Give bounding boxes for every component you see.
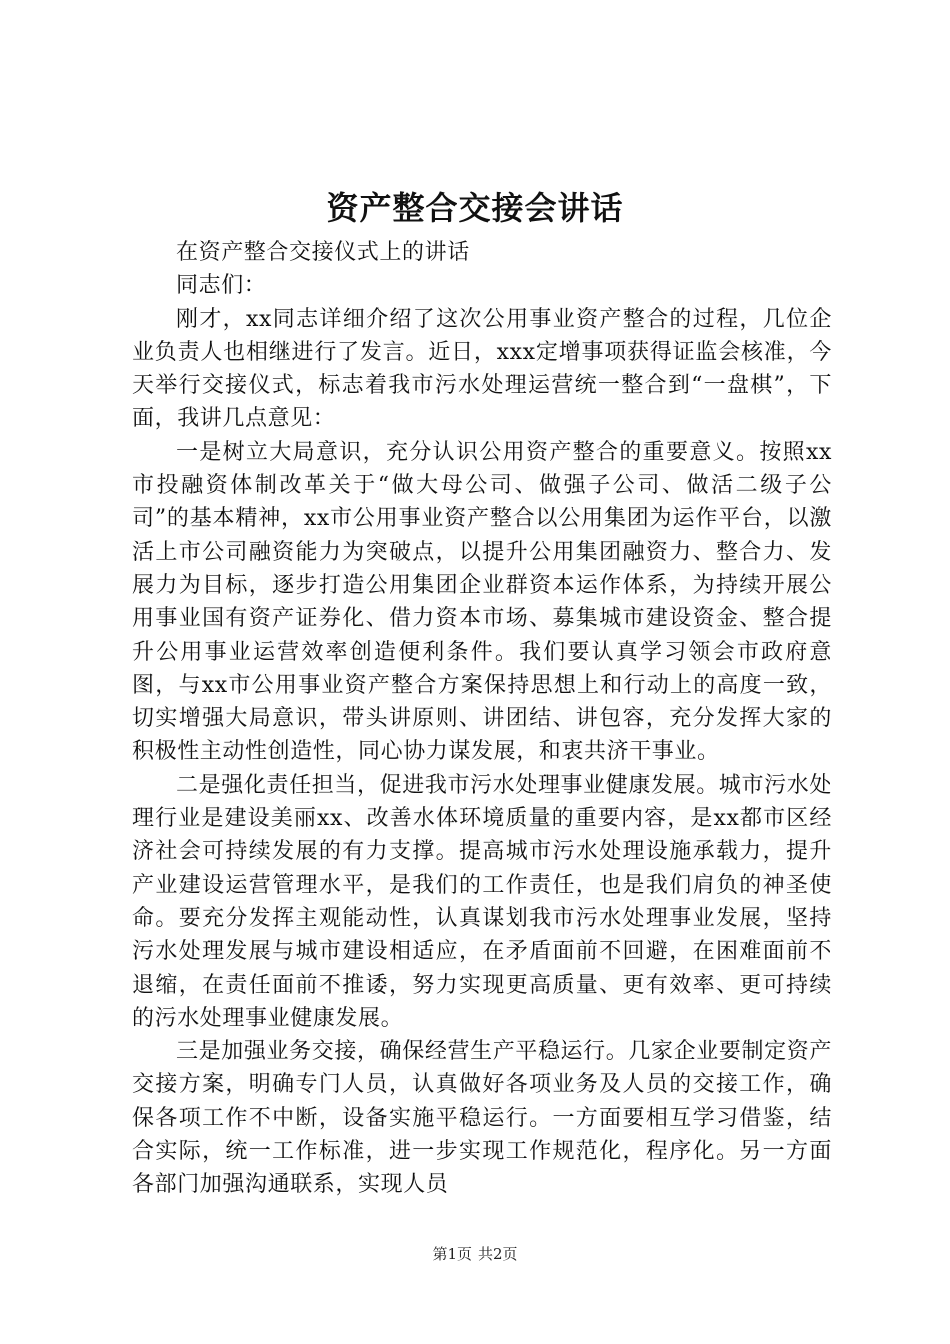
salutation: 同志们：: [176, 273, 267, 299]
document-body: [132, 236, 832, 1202]
page-footer: [0, 1244, 950, 1264]
paragraph-point-one: 一是树立大局意识，充分认识公用资产整合的重要意义。按照xx市投融资体制改革关于“做大母公司、做强子公司、做活二级子公司”的基本精神，xx市公用事业资产整合以公用集团为运作平台，以激活上市公司融资能力为突破点，以提升公用集团融资力、整合力、发展力为目标，逐步打造公用集团企业群资本运作体系，为持续开展公用事业国有资产证券化、借力资本市场、募集城市建设资金、整合提升公用事业运营效率创造便利条件。我们要认真学习领会市政府意图，与xx市公用事业资产整合方案保持思想上和行动上的高度一致，切实增强大局意识，带头讲原则、讲团结、讲包容，充分发挥大家的积极性主动性创造性，同心协力谋发展，和衷共济干事业。: [132, 439, 832, 765]
paragraph-intro: 刚才，xx同志详细介绍了这次公用事业资产整合的过程，几位企业负责人也相继进行了发言。近日，xxx定增事项获得证监会核准，今天举行交接仪式，标志着我市污水处理运营统一整合到“一盘棋”，下面，我讲几点意见：: [132, 306, 832, 432]
speech-subtitle: 在资产整合交接仪式上的讲话: [176, 240, 470, 265]
document-title: 资产整合交接会讲话: [326, 189, 624, 227]
paragraph-point-three: 三是加强业务交接，确保经营生产平稳运行。几家企业要制定资产交接方案，明确专门人员，认真做好各项业务及人员的交接工作，确保各项工作不中断，设备实施平稳运行。一方面要相互学习借鉴，结合实际，统一工作标准，进一步实现工作规范化，程序化。另一方面各部门加强沟通联系，实现人员: [132, 1039, 832, 1198]
paragraph-point-two: 二是强化责任担当，促进我市污水处理事业健康发展。城市污水处理行业是建设美丽xx、改善水体环境质量的重要内容，是xx都市区经济社会可持续发展的有力支撑。提高城市污水处理设施承载力，提升产业建设运营管理水平，是我们的工作责任，也是我们肩负的神圣使命。要充分发挥主观能动性，认真谋划我市污水处理事业发展，坚持污水处理发展与城市建设相适应，在矛盾面前不回避，在困难面前不退缩，在责任面前不推诿，努力实现更高质量、更有效率、更可持续的污水处理事业健康发展。: [132, 772, 832, 1031]
page-number: 第1页: [432, 1245, 472, 1263]
page-total: 共2页: [478, 1245, 518, 1263]
